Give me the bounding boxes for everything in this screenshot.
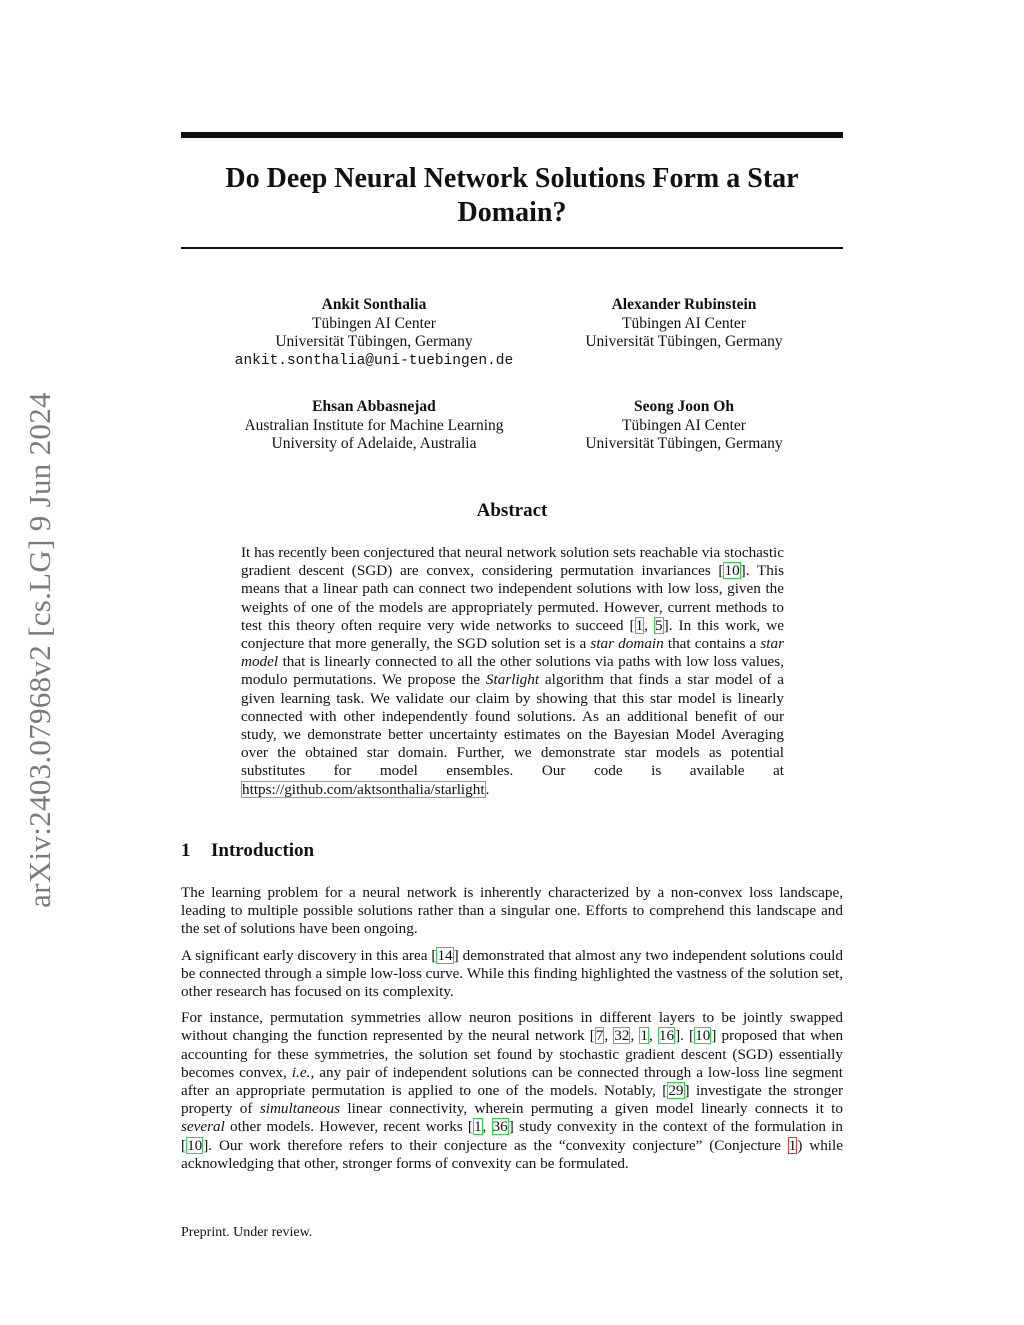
text: For instance, permutation symmetries allow neuron positions in different layers to be jointly swapped without changing the function represented by the neural network [ <box>181 1009 843 1045</box>
title-top-rule <box>181 132 843 138</box>
text: other models. However, recent works [ <box>224 1118 473 1136</box>
paragraph: The learning problem for a neural network is inherently characterized by a non-convex loss landscape, leading to multiple possible solutions rather than a singular one. Efforts to comprehend this landscape and the set of solutions have been ongoing. <box>181 884 843 938</box>
citation-link[interactable]: 29 <box>668 1082 684 1100</box>
author-block <box>514 398 854 454</box>
text: ] proposed that when accounting for these symmetries, the solution set found by stochastic gradient descent (SGD) essentially becomes convex, <box>181 1027 844 1081</box>
section-number: 1 <box>181 840 191 861</box>
text: , <box>604 1027 614 1045</box>
author-affiliation: Tübingen AI Center <box>622 416 746 434</box>
text: ]. [ <box>675 1027 695 1045</box>
abstract-heading: Abstract <box>476 500 548 521</box>
text: ] investigate the stronger property of <box>181 1082 844 1118</box>
citation-link[interactable]: 5 <box>655 616 663 634</box>
citation-link[interactable]: 1 <box>473 1118 482 1136</box>
footer-note: Preprint. Under review. <box>181 1225 313 1240</box>
text: It has recently been conjectured that neural network solution sets reachable via stochastic gradient descent (SGD) are convex, considering permutation invariances [ <box>241 544 784 580</box>
paragraph <box>181 1009 843 1173</box>
introduction-body <box>181 884 843 1181</box>
author-name: Seong Joon Oh <box>634 398 734 415</box>
citation-link[interactable]: 14 <box>437 946 453 964</box>
abstract-body <box>241 544 784 799</box>
citation-link[interactable]: 1 <box>640 1027 648 1045</box>
text: ]. This means that a linear path can connect two independent solutions with low loss, given the weights of one of the models are appropriately permuted. However, current methods to test this theory often require very wide networks to succeed [ <box>241 562 784 634</box>
text: , <box>648 1027 658 1045</box>
citation-link[interactable]: 1 <box>635 616 644 634</box>
citation-link[interactable]: 32 <box>614 1027 630 1045</box>
section-title: Introduction <box>211 840 315 861</box>
text: , <box>630 1027 640 1045</box>
text: . <box>485 780 490 798</box>
emphasis: star model <box>241 635 784 671</box>
code-repository-link[interactable]: https://github.com/aktsonthalia/starlight <box>242 780 485 798</box>
text: , <box>482 1118 492 1136</box>
citation-link[interactable]: 7 <box>595 1027 604 1045</box>
text: any pair of independent solutions can be connected through a low-loss line segment after an appropriate permutation is applied to one of the models. Notably, [ <box>181 1063 843 1100</box>
paper-title: Do Deep Neural Network Solutions Form a Star Domain? <box>225 163 799 228</box>
author-affiliation: Universität Tübingen, Germany <box>585 333 783 350</box>
citation-link[interactable]: 10 <box>695 1027 711 1045</box>
citation-link[interactable]: 36 <box>492 1118 508 1136</box>
conjecture-reference-link[interactable]: 1 <box>788 1136 797 1154</box>
author-affiliation: Tübingen AI Center <box>622 314 746 332</box>
emphasis: Starlight <box>485 671 540 689</box>
author-affiliation: University of Adelaide, Australia <box>271 435 477 452</box>
author-email[interactable]: ankit.sonthalia@uni-tuebingen.de <box>234 352 514 369</box>
text: ] demonstrated that almost any two independent solutions could be connected through a simple low-loss curve. While this finding highlighted the vastness of the solution set, other research has focused on its complexity. <box>181 946 843 1001</box>
text: ) while acknowledging that other, stronger forms of convexity can be formulated. <box>181 1136 843 1172</box>
author-name: Alexander Rubinstein <box>611 296 757 313</box>
author-affiliation: Universität Tübingen, Germany <box>275 333 473 350</box>
emphasis: several <box>181 1118 225 1136</box>
author-block <box>204 398 544 454</box>
text: linear connectivity, wherein permuting a given model linearly connects it to <box>340 1100 843 1118</box>
text: ]. Our work therefore refers to their conjecture as the “convexity conjecture” (Conjecture <box>203 1136 788 1154</box>
text: ] study convexity in the context of the formulation in [ <box>181 1118 844 1154</box>
author-affiliation: Australian Institute for Machine Learning <box>244 416 504 434</box>
arxiv-identifier-stamp <box>22 370 58 930</box>
emphasis: star domain <box>590 635 664 653</box>
emphasis: simultaneous <box>259 1100 340 1118</box>
title-bottom-rule <box>181 247 843 249</box>
citation-link[interactable]: 16 <box>658 1027 675 1045</box>
text: A significant early discovery in this area [ <box>181 946 437 964</box>
author-affiliation: Universität Tübingen, Germany <box>585 435 783 452</box>
author-affiliation: Tübingen AI Center <box>312 314 436 332</box>
author-name: Ankit Sonthalia <box>321 296 427 313</box>
section-heading-introduction <box>181 840 843 862</box>
text: algorithm that finds a star model of a given learning task. We validate our claim by showing that this star model is linearly connected with other independently found solutions. As an additional benefit of our study, we demonstrate better uncertainty estimates on the Bayesian Model Averaging over the obtained star domain. Further, we demonstrate star models as potential substitutes for model ensembles. Our code is available at <box>241 671 784 780</box>
author-block <box>514 296 854 352</box>
author-block <box>204 296 544 370</box>
text: that contains a <box>663 635 761 653</box>
text: , <box>644 616 655 634</box>
text: that is linearly connected to all the other solutions via paths with low loss values, modulo permutations. We propose the <box>241 653 784 689</box>
citation-link[interactable]: 10 <box>187 1136 203 1154</box>
author-name: Ehsan Abbasnejad <box>312 398 436 415</box>
arxiv-stamp-text: arXiv:2403.07968v2 [cs.LG] 9 Jun 2024 <box>22 392 57 908</box>
paragraph <box>181 947 843 1002</box>
emphasis: i.e., <box>291 1063 315 1081</box>
citation-link[interactable]: 10 <box>724 562 740 580</box>
text: ]. In this work, we conjecture that more generally, the SGD solution set is a <box>241 616 784 653</box>
